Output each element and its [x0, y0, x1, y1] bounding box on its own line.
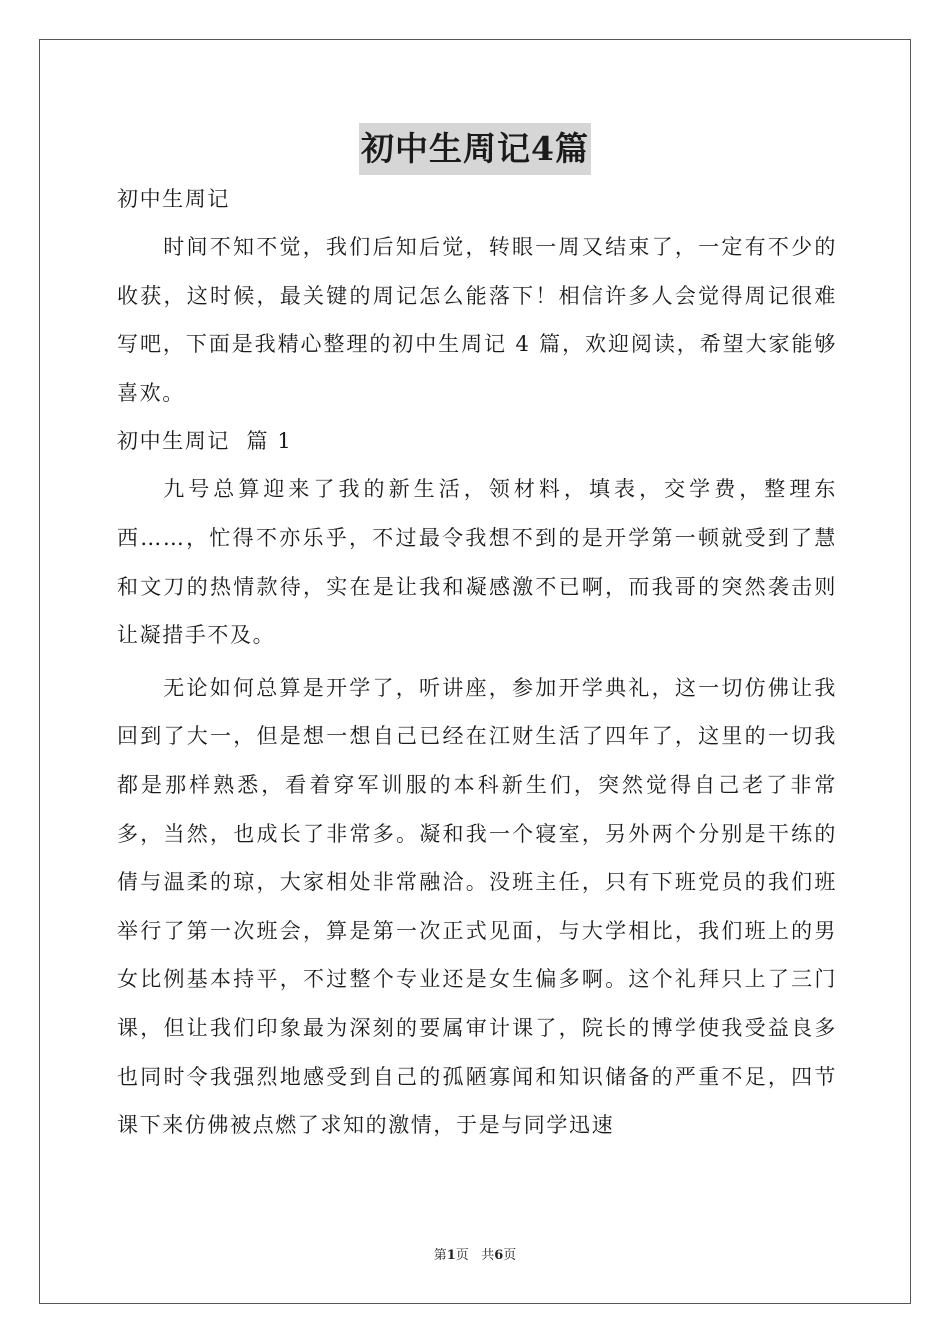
total-label-prefix: 共	[481, 1248, 495, 1263]
page-number: 1	[446, 1248, 456, 1263]
body-paragraph: 无论如何总算是开学了，听讲座，参加开学典礼，这一切仿佛让我回到了大一，但是想一想自己已经在江财生活了四年了，这里的一切我都是那样熟悉，看着穿军训服的本科新生们，突然觉得自己老了非常多，当然，也成长了非常多。凝和我一个寝室，另外两个分别是干练的倩与温柔的琼，大家相处非常融洽。没班主任，只有下班党员的我们班举行了第一次班会，算是第一次正式见面，与大学相比，我们班上的男女比例基本持平，不过整个专业还是女生偏多啊。这个礼拜只上了三门课，但让我们印象最为深刻的要属审计课了，院长的博学使我受益良多也同时令我强烈地感受到自己的孤陋寡闻和知识储备的严重不足，四节课下来仿佛被点燃了求知的激情，于是与同学迅速	[117, 675, 837, 1138]
intro-paragraph: 时间不知不觉，我们后知后觉，转眼一周又结束了，一定有不少的收获，这时候，最关键的周记怎么能落下！相信许多人会觉得周记很难写吧，下面是我精心整理的初中生周记 4 篇，欢迎阅读，希望大家能够喜欢。	[117, 235, 837, 405]
page-label-prefix: 第	[433, 1248, 447, 1263]
document-body	[117, 175, 837, 1150]
section-heading: 初中生周记 篇 1	[117, 429, 293, 454]
intro-heading: 初中生周记	[117, 187, 230, 211]
document-title: 初中生周记4篇	[359, 123, 591, 175]
total-label-suffix: 页	[503, 1248, 517, 1263]
body-paragraph: 九号总算迎来了我的新生活，领材料，填表，交学费，整理东西……，忙得不亦乐乎，不过最令我想不到的是开学第一顿就受到了慧和文刀的热情款待，实在是让我和凝感激不已啊，而我哥的突然袭击则让凝措手不及。	[117, 477, 837, 648]
total-pages: 6	[494, 1248, 504, 1263]
page-footer	[0, 1244, 950, 1263]
page-label-suffix: 页	[455, 1248, 469, 1263]
title-container	[0, 123, 950, 175]
